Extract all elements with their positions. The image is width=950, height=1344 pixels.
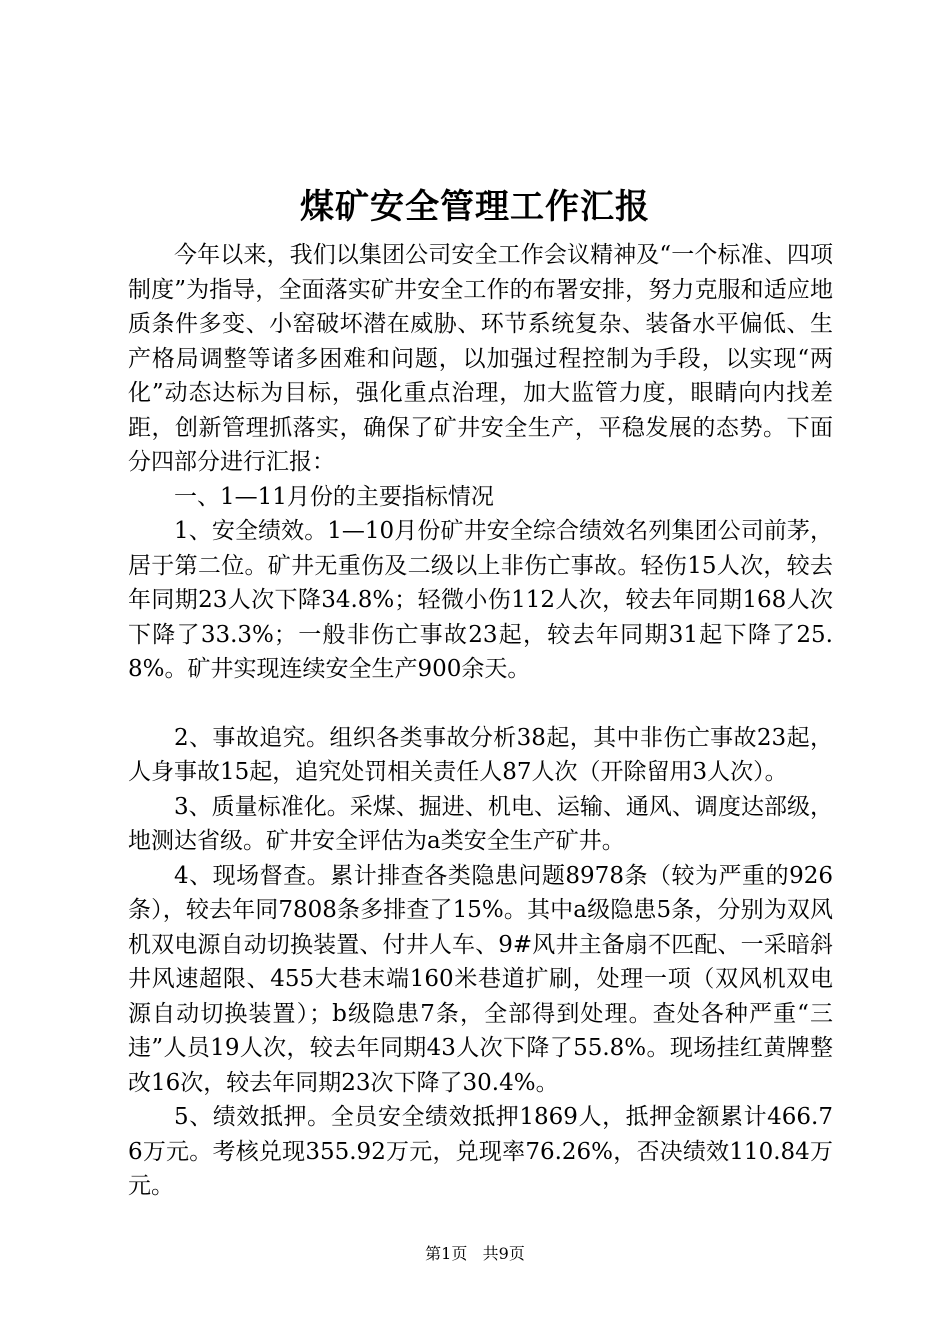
quality-standard-paragraph: 3、质量标准化。采煤、掘进、机电、运输、通风、调度达部级，地测达省级。矿井安全评估为a类安全生产矿井。 bbox=[128, 793, 833, 854]
safety-performance-paragraph: 1、安全绩效。1—10月份矿井安全综合绩效名列集团公司前茅，居于第二位。矿井无重伤及二级以上非伤亡事故。轻伤15人次，较去年同期23人次下降34.8%；轻微小伤112人次，较去年同期168人次下降了33.3%；一般非伤亡事故23起，较去年同期31起下降了25.8%。矿井实现连续安全生产900余天。 bbox=[128, 518, 833, 682]
document-title: 煤矿安全管理工作汇报 bbox=[300, 187, 650, 227]
intro-paragraph: 今年以来，我们以集团公司安全工作会议精神及“一个标准、四项制度”为指导，全面落实矿井安全工作的布署安排，努力克服和适应地质条件多变、小窑破坏潜在威胁、环节系统复杂、装备水平偏低、生产格局调整等诸多困难和问题，以加强过程控制为手段，以实现“两化”动态达标为目标，强化重点治理，加大监管力度，眼睛向内找差距，创新管理抓落实，确保了矿井安全生产，平稳发展的态势。下面分四部分进行汇报： bbox=[128, 242, 833, 475]
site-inspection-paragraph: 4、现场督查。累计排查各类隐患问题8978条（较为严重的926条），较去年同7808条多排查了15%。其中a级隐患5条，分别为双风机双电源自动切换装置、付井人车、9#风井主备扇不匹配、一采暗斜井风速超限、455大巷末端160米巷道扩刷，处理一项（双风机双电源自动切换装置）；b级隐患7条，全部得到处理。查处各种严重“三违”人员19人次，较去年同期43人次下降了55.8%。现场挂红黄牌整改16次，较去年同期23次下降了30.4%。 bbox=[128, 862, 833, 1096]
accident-investigation-paragraph: 2、事故追究。组织各类事故分析38起，其中非伤亡事故23起，人身事故15起，追究处罚相关责任人87人次（开除留用3人次）。 bbox=[128, 724, 833, 785]
page-number: 第1页 bbox=[425, 1244, 468, 1263]
performance-pledge-paragraph: 5、绩效抵押。全员安全绩效抵押1869人，抵押金额累计466.76万元。考核兑现355.92万元，兑现率76.26%，否决绩效110.84万元。 bbox=[128, 1104, 833, 1199]
page-footer bbox=[0, 1243, 950, 1265]
document-body bbox=[128, 238, 833, 1204]
section-heading: 一、1—11月份的主要指标情况 bbox=[174, 483, 494, 510]
total-pages: 共9页 bbox=[482, 1244, 525, 1263]
